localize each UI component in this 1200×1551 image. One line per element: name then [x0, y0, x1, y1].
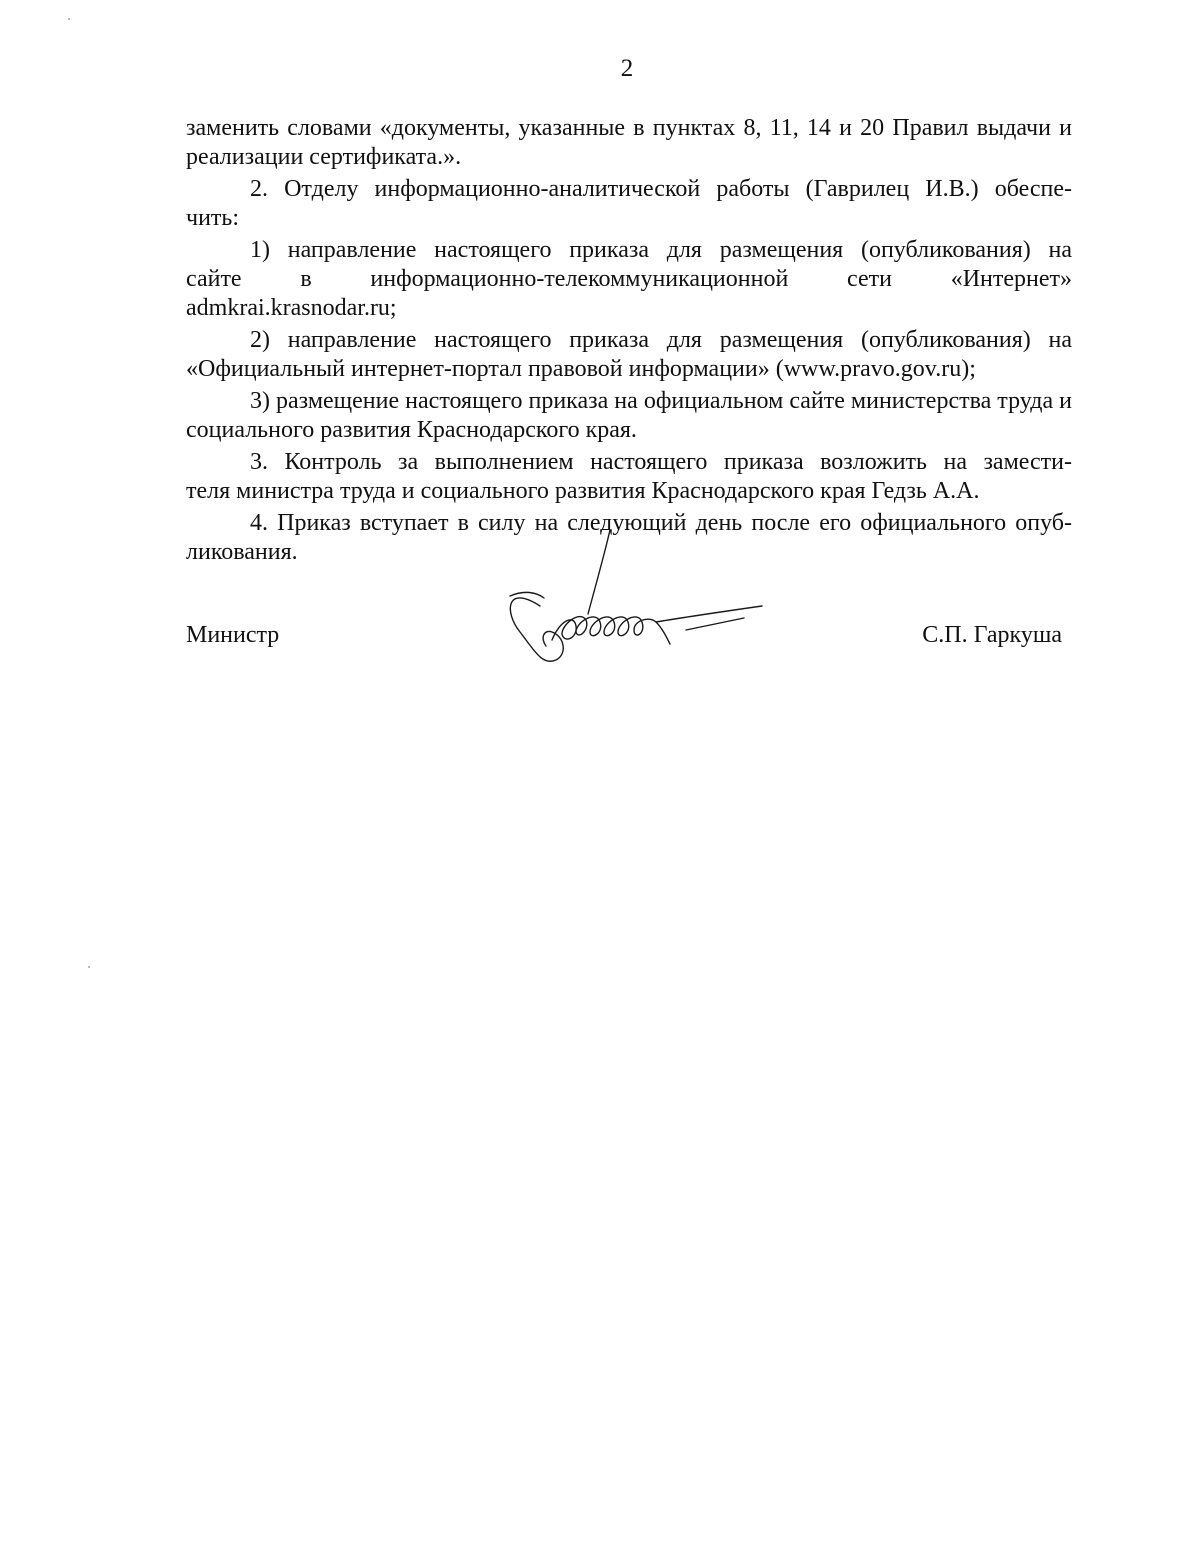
paragraph-line: admkrai.krasnodar.ru;	[186, 295, 397, 321]
paragraph-line: ликования.	[186, 539, 298, 565]
signatory-position: Министр	[186, 622, 280, 648]
paragraph-line: 4. Приказ вступает в силу на следующий день после его официального опуб-	[250, 510, 1072, 536]
paragraph-subitem-2: 2) направление настоящего приказа для размещения (опубликования) на «Официальный интернет-портал правовой информации» (www.pravo.gov.ru);	[186, 327, 1072, 382]
scan-speck	[88, 966, 90, 968]
paragraph-line: сайте в информационно-телекоммуникационной сети «Интернет»	[186, 266, 1072, 292]
signature-block	[186, 620, 1062, 652]
paragraph-line: теля министра труда и социального развития Краснодарского края Гедзь А.А.	[186, 478, 980, 504]
paragraph-subitem-3: 3) размещение настоящего приказа на официальном сайте министерства труда и социального развития Краснодарского края.	[186, 388, 1072, 443]
handwritten-signature	[500, 526, 775, 676]
scan-speck	[68, 18, 70, 20]
signatory-name: С.П. Гаркуша	[922, 622, 1062, 648]
paragraph-continuation: заменить словами «документы, указанные в пунктах 8, 11, 14 и 20 Правил выдачи и реализации сертификата.».	[186, 115, 1072, 170]
page-number: 2	[620, 55, 634, 82]
paragraph-line: чить:	[186, 205, 240, 231]
paragraph-item-3	[186, 448, 1072, 506]
paragraph-item-2	[186, 175, 1072, 233]
paragraph-line: 2. Отделу информационно-аналитической работы (Гаврилец И.В.) обеспе-	[250, 176, 1072, 202]
document-body	[186, 114, 1072, 567]
paragraph-line: 3. Контроль за выполнением настоящего приказа возложить на замести-	[250, 449, 1072, 475]
paragraph-line: 1) направление настоящего приказа для размещения (опубликования) на	[250, 237, 1072, 263]
paragraph-subitem-1	[186, 236, 1072, 323]
